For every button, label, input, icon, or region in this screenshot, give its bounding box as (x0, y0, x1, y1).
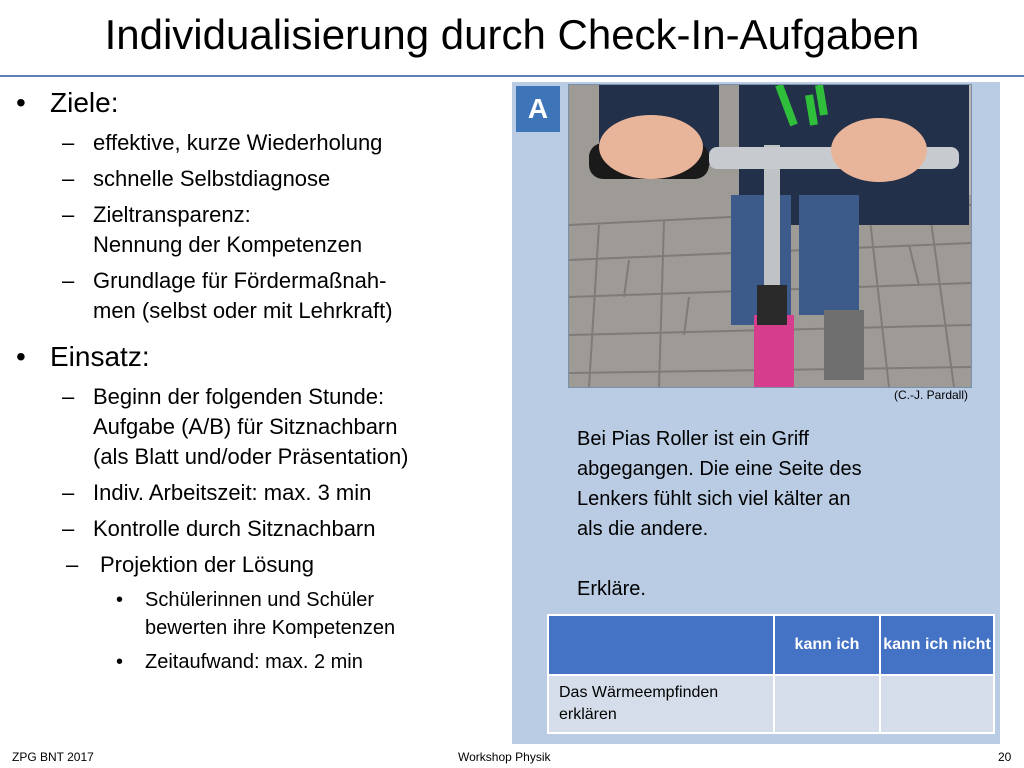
einsatz-subitem-text: Zeitaufwand: max. 2 min (145, 651, 363, 673)
task-text (577, 424, 967, 604)
scooter-photo (568, 84, 972, 388)
footer-source: ZPG BNT 2017 (12, 750, 94, 764)
ziele-item-text: Zieltransparenz: (93, 202, 251, 227)
bullet-einsatz (10, 340, 510, 374)
bullet-dot: • (16, 87, 26, 118)
table-header-row (548, 615, 994, 675)
scooter-photo-illustration (569, 85, 971, 387)
ziele-item (10, 266, 510, 326)
self-assessment-table (547, 614, 995, 734)
ziele-item (10, 164, 510, 194)
einsatz-item-text: (als Blatt und/oder Präsentation) (93, 444, 409, 469)
checkbox-cell-kann-ich-nicht[interactable] (880, 675, 994, 733)
task-text-line: Bei Pias Roller ist ein Griff (577, 428, 809, 450)
task-badge: A (516, 86, 560, 132)
einsatz-item (10, 514, 510, 544)
task-instruction: Erkläre. (577, 578, 646, 600)
table-header-kann-ich-nicht: kann ich nicht (880, 615, 994, 675)
ziele-item (10, 128, 510, 158)
einsatz-subitem (10, 586, 510, 642)
title-divider (0, 75, 1024, 77)
table-header-kann-ich: kann ich (774, 615, 880, 675)
task-text-line: abgegangen. Die eine Seite des (577, 458, 862, 480)
ziele-item-text: Grundlage für Fördermaßnah- (93, 268, 387, 293)
einsatz-heading: Einsatz: (50, 341, 150, 372)
einsatz-item (10, 550, 510, 580)
dash-marker: – (62, 268, 75, 293)
slide-title: Individualisierung durch Check-In-Aufgaben (104, 11, 920, 58)
table-row (548, 675, 994, 733)
einsatz-item-text: Beginn der folgenden Stunde: (93, 384, 385, 409)
footer-title: Workshop Physik (458, 750, 551, 764)
bullet-dot: • (116, 651, 124, 673)
bullet-ziele (10, 86, 510, 120)
einsatz-subitem-text: bewerten ihre Kompetenzen (145, 617, 396, 639)
ziele-item-text: effektive, kurze Wiederholung (93, 130, 383, 155)
competence-label-line: Das Wärmeempfinden (559, 684, 719, 701)
dash-marker: – (62, 130, 75, 155)
einsatz-subitem (10, 648, 510, 676)
einsatz-item (10, 478, 510, 508)
einsatz-item (10, 382, 510, 472)
bullet-dot: • (16, 341, 26, 372)
task-text-line: Lenkers fühlt sich viel kälter an (577, 488, 851, 510)
dash-marker: – (62, 384, 75, 409)
bullet-dot: • (116, 589, 124, 611)
ziele-item-text: men (selbst oder mit Lehrkraft) (93, 298, 393, 323)
dash-marker: – (62, 202, 75, 227)
ziele-item (10, 200, 510, 260)
einsatz-item-text: Aufgabe (A/B) für Sitznachbarn (93, 414, 398, 439)
table-header-empty (548, 615, 774, 675)
spacer (577, 544, 967, 574)
einsatz-item-text: Kontrolle durch Sitznachbarn (93, 516, 376, 541)
photo-credit: (C.-J. Pardall) (893, 388, 968, 402)
ziele-heading: Ziele: (50, 87, 119, 118)
task-text-line: als die andere. (577, 518, 709, 540)
dash-marker: – (62, 166, 75, 191)
competence-label (548, 675, 774, 733)
competence-label-line: erklären (559, 706, 617, 723)
bullet-list (10, 84, 510, 682)
einsatz-item-text: Projektion der Lösung (100, 552, 315, 577)
checkbox-cell-kann-ich[interactable] (774, 675, 880, 733)
einsatz-item-text: Indiv. Arbeitszeit: max. 3 min (93, 480, 372, 505)
dash-marker: – (66, 552, 79, 577)
einsatz-subitem-text: Schülerinnen und Schüler (145, 589, 375, 611)
dash-marker: – (62, 516, 75, 541)
ziele-item-text: schnelle Selbstdiagnose (93, 166, 331, 191)
ziele-item-text: Nennung der Kompetenzen (93, 232, 363, 257)
dash-marker: – (62, 480, 75, 505)
page-number: 20 (998, 750, 1012, 764)
